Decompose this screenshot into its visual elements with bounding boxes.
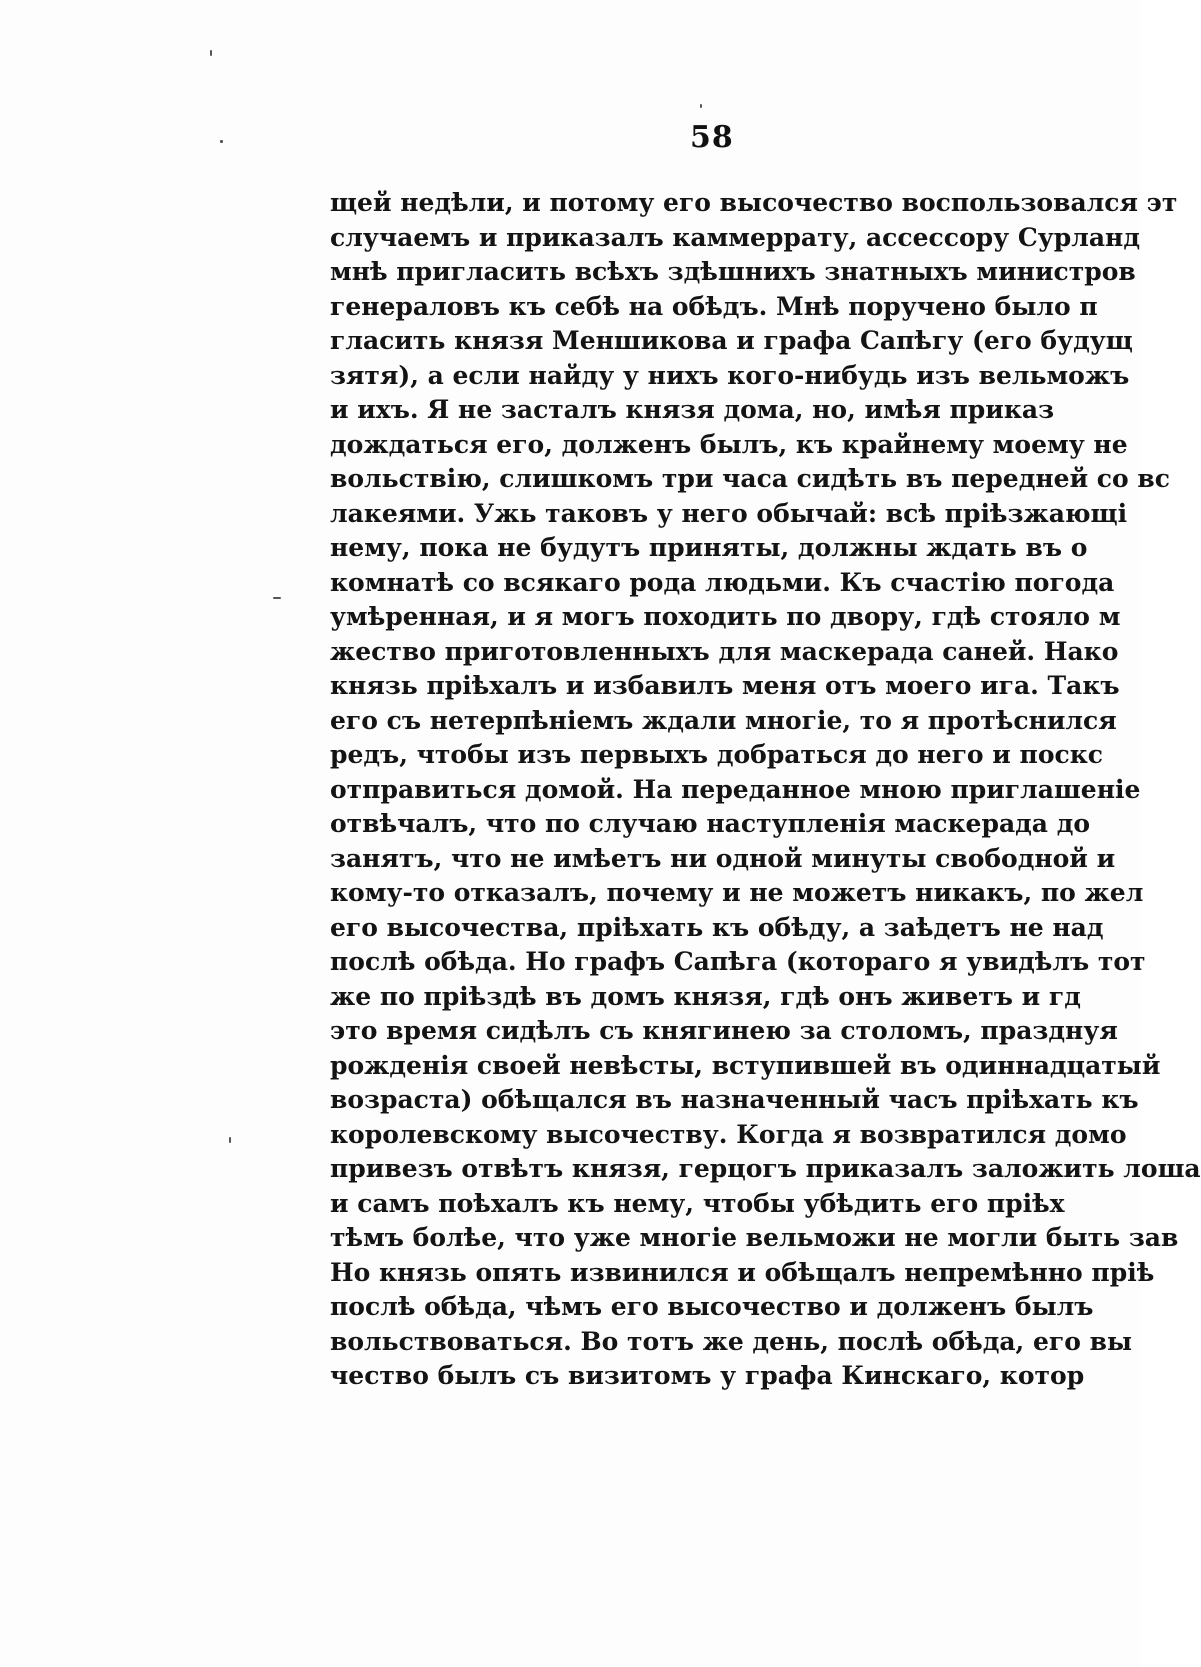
text-line: послѣ обѣда, чѣмъ его высочество и долженъ былъ [330, 1292, 1094, 1321]
text-line: возраста) обѣщался въ назначенный часъ пріѣхать къ [330, 1085, 1139, 1114]
text-line: лакеями. Ужь таковъ у него обычай: всѣ пріѣзжающі [330, 498, 1128, 528]
text-line: чество былъ съ визитомъ у графа Кинскаго, котор [330, 1361, 1085, 1390]
text-line: занятъ, что не имѣетъ ни одной минуты свободной и [330, 843, 1116, 873]
text-line: Но князь опять извинился и обѣщалъ непремѣнно пріѣ [330, 1257, 1155, 1287]
scan-speck [273, 597, 281, 599]
text-line: вольствоваться. Во тотъ же день, послѣ обѣда, его вы [330, 1326, 1133, 1356]
text-line: его съ нетерпѣніемъ ждали многіе, то я протѣснился [330, 705, 1117, 735]
scan-speck [700, 104, 702, 108]
text-line: отвѣчалъ, что по случаю наступленія маскерада до [330, 809, 1091, 838]
text-line: королевскому высочеству. Когда я возвратился домо [330, 1119, 1127, 1149]
text-line: его высочества, пріѣхать къ обѣду, а заѣдетъ не над [330, 912, 1104, 942]
text-line: тѣмъ болѣе, что уже многіе вельможи не могли быть зав [330, 1223, 1179, 1252]
text-line: зятя), а если найду у нихъ кого-нибудь изъ вельможъ [330, 360, 1130, 390]
text-line: вольствію, слишкомъ три часа сидѣть въ передней со вс [330, 464, 1171, 493]
text-line: и ихъ. Я не засталъ князя дома, но, имѣя приказ [330, 395, 1055, 424]
text-line: нему, пока не будутъ приняты, должны ждать въ о [330, 533, 1088, 562]
text-line: комнатѣ со всякаго рода людьми. Къ счастію погода [330, 567, 1115, 597]
scan-speck [210, 50, 212, 56]
text-line: послѣ обѣда. Но графъ Сапѣга (котораго я увидѣлъ тот [330, 947, 1146, 976]
text-line: это время сидѣлъ съ княгинею за столомъ, празднуя [330, 1016, 1118, 1045]
body-text [330, 186, 1201, 1394]
text-line: мнѣ пригласить всѣхъ здѣшнихъ знатныхъ министров [330, 257, 1136, 286]
text-line: жество приготовленныхъ для маскерада саней. Нако [330, 636, 1119, 666]
text-line: случаемъ и приказалъ каммеррату, ассессору Сурланд [330, 222, 1141, 252]
text-line: кому-то отказалъ, почему и не можетъ никакъ, по жел [330, 878, 1144, 907]
text-line: дождаться его, долженъ былъ, къ крайнему моему не [330, 429, 1128, 459]
text-line: же по пріѣздѣ въ домъ князя, гдѣ онъ живетъ и гд [330, 981, 1081, 1011]
text-line: редъ, чтобы изъ первыхъ добраться до него и поскс [330, 740, 1104, 769]
scan-speck [220, 140, 223, 143]
text-line: князь пріѣхалъ и избавилъ меня отъ моего ига. Такъ [330, 671, 1120, 700]
text-line: привезъ отвѣтъ князя, герцогъ приказалъ заложить лоша [330, 1154, 1201, 1183]
text-line: гласить князя Меншикова и графа Сапѣгу (его будущ [330, 326, 1133, 355]
text-line: умѣренная, и я могъ походить по двору, гдѣ стояло м [330, 602, 1121, 631]
scan-speck [229, 1137, 231, 1143]
text-line: отправиться домой. На переданное мною приглашеніе [330, 774, 1141, 804]
text-line: рожденія своей невѣсты, вступившей въ одиннадцатый [330, 1050, 1161, 1080]
text-line: генераловъ къ себѣ на обѣдъ. Мнѣ поручено было п [330, 291, 1098, 321]
text-line: щей недѣли, и потому его высочество воспользовался эт [330, 188, 1178, 217]
page-number: 58 [690, 120, 734, 155]
text-line: и самъ поѣхалъ къ нему, чтобы убѣдить его пріѣх [330, 1188, 1065, 1218]
